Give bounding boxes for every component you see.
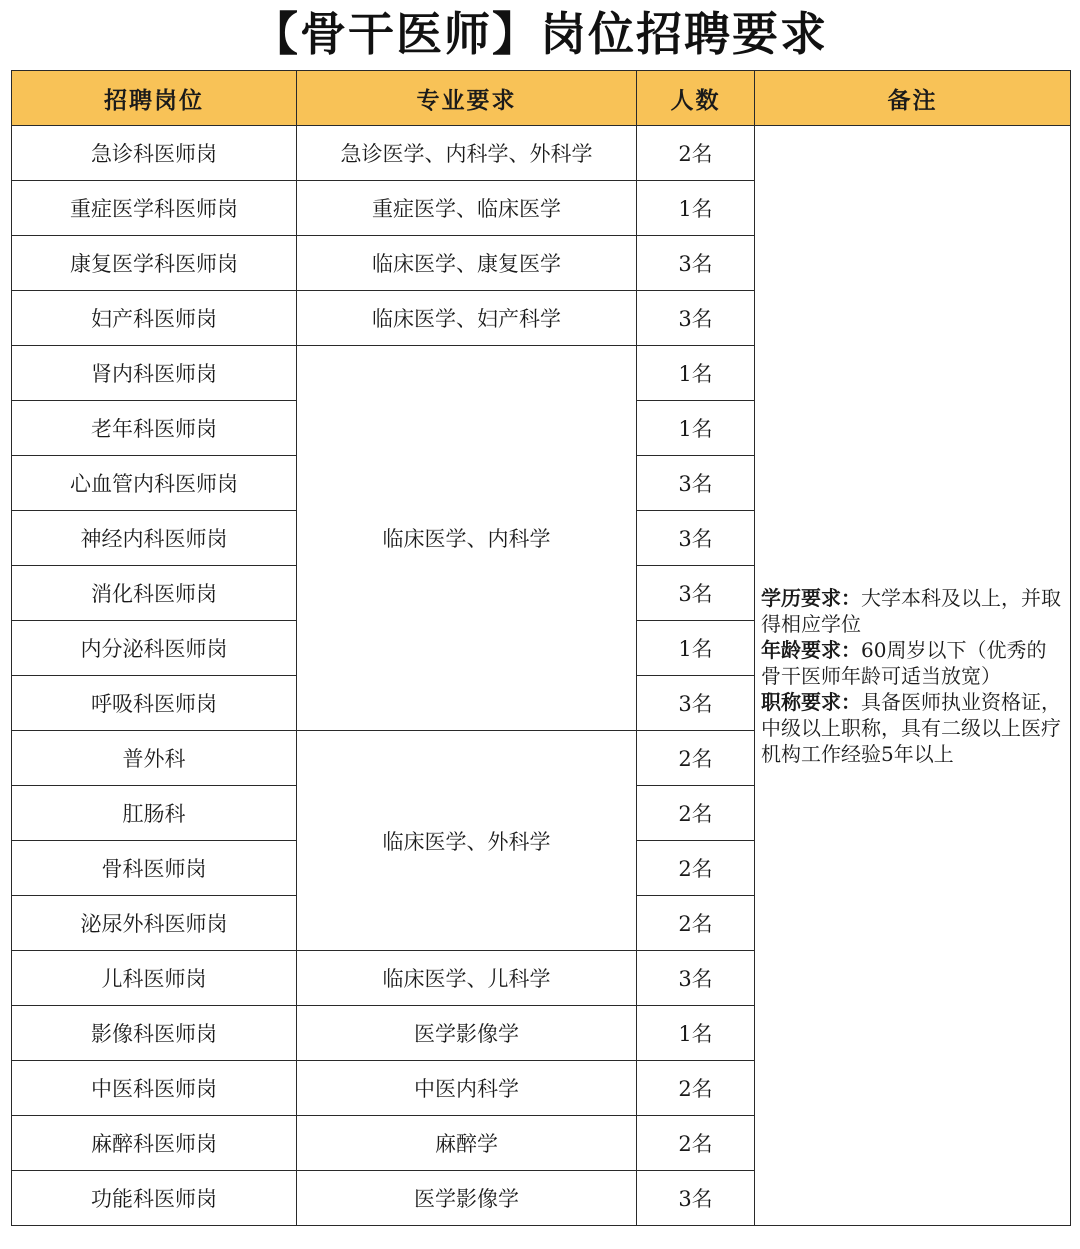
position-cell: 普外科 bbox=[12, 731, 297, 786]
note-cell bbox=[755, 126, 1071, 1226]
note-education-label: 学历要求： bbox=[761, 585, 861, 610]
page-title: 【骨干医师】岗位招聘要求 bbox=[252, 7, 828, 61]
major-cell: 临床医学、康复医学 bbox=[297, 236, 637, 291]
count-cell: 2名 bbox=[637, 1116, 755, 1171]
position-cell: 神经内科医师岗 bbox=[12, 511, 297, 566]
count-cell: 1名 bbox=[637, 1006, 755, 1061]
position-cell: 重症医学科医师岗 bbox=[12, 181, 297, 236]
count-cell: 2名 bbox=[637, 731, 755, 786]
major-cell: 麻醉学 bbox=[297, 1116, 637, 1171]
position-cell: 影像科医师岗 bbox=[12, 1006, 297, 1061]
position-cell: 功能科医师岗 bbox=[12, 1171, 297, 1226]
major-cell: 重症医学、临床医学 bbox=[297, 181, 637, 236]
position-cell: 心血管内科医师岗 bbox=[12, 456, 297, 511]
position-cell: 老年科医师岗 bbox=[12, 401, 297, 456]
recruitment-table bbox=[11, 70, 1071, 1226]
note-education-text: 大学本科及以上，并取得相应学位 bbox=[761, 585, 1061, 636]
header-count: 人数 bbox=[637, 71, 755, 126]
header-major: 专业要求 bbox=[297, 71, 637, 126]
note-title-text: 具备医师执业资格证，中级以上职称，具有二级以上医疗机构工作经验5年以上 bbox=[761, 689, 1061, 766]
count-cell: 3名 bbox=[637, 951, 755, 1006]
count-cell: 2名 bbox=[637, 786, 755, 841]
count-cell: 3名 bbox=[637, 291, 755, 346]
position-cell: 中医科医师岗 bbox=[12, 1061, 297, 1116]
position-cell: 肛肠科 bbox=[12, 786, 297, 841]
position-cell: 泌尿外科医师岗 bbox=[12, 896, 297, 951]
count-cell: 3名 bbox=[637, 676, 755, 731]
major-cell: 临床医学、外科学 bbox=[297, 731, 637, 951]
position-cell: 急诊科医师岗 bbox=[12, 126, 297, 181]
major-cell: 中医内科学 bbox=[297, 1061, 637, 1116]
note-title bbox=[761, 689, 1064, 767]
major-cell: 临床医学、儿科学 bbox=[297, 951, 637, 1006]
count-cell: 2名 bbox=[637, 1061, 755, 1116]
count-cell: 2名 bbox=[637, 841, 755, 896]
note-title-label: 职称要求： bbox=[761, 689, 861, 714]
note-age bbox=[761, 637, 1064, 689]
note-age-text: 60周岁以下（优秀的骨干医师年龄可适当放宽） bbox=[761, 637, 1047, 688]
note-education bbox=[761, 585, 1064, 637]
count-cell: 1名 bbox=[637, 346, 755, 401]
count-cell: 3名 bbox=[637, 511, 755, 566]
position-cell: 麻醉科医师岗 bbox=[12, 1116, 297, 1171]
position-cell: 肾内科医师岗 bbox=[12, 346, 297, 401]
table-header-row bbox=[12, 71, 1071, 126]
note-age-label: 年龄要求： bbox=[761, 637, 861, 662]
count-cell: 3名 bbox=[637, 456, 755, 511]
position-cell: 康复医学科医师岗 bbox=[12, 236, 297, 291]
major-cell: 医学影像学 bbox=[297, 1006, 637, 1061]
position-cell: 内分泌科医师岗 bbox=[12, 621, 297, 676]
count-cell: 3名 bbox=[637, 236, 755, 291]
table-row bbox=[12, 126, 1071, 181]
header-note: 备注 bbox=[755, 71, 1071, 126]
count-cell: 1名 bbox=[637, 401, 755, 456]
count-cell: 2名 bbox=[637, 126, 755, 181]
count-cell: 1名 bbox=[637, 181, 755, 236]
count-cell: 3名 bbox=[637, 1171, 755, 1226]
position-cell: 儿科医师岗 bbox=[12, 951, 297, 1006]
position-cell: 消化科医师岗 bbox=[12, 566, 297, 621]
count-cell: 1名 bbox=[637, 621, 755, 676]
major-cell: 急诊医学、内科学、外科学 bbox=[297, 126, 637, 181]
major-cell: 临床医学、内科学 bbox=[297, 346, 637, 731]
position-cell: 骨科医师岗 bbox=[12, 841, 297, 896]
position-cell: 妇产科医师岗 bbox=[12, 291, 297, 346]
header-position: 招聘岗位 bbox=[12, 71, 297, 126]
count-cell: 2名 bbox=[637, 896, 755, 951]
major-cell: 临床医学、妇产科学 bbox=[297, 291, 637, 346]
position-cell: 呼吸科医师岗 bbox=[12, 676, 297, 731]
major-cell: 医学影像学 bbox=[297, 1171, 637, 1226]
count-cell: 3名 bbox=[637, 566, 755, 621]
